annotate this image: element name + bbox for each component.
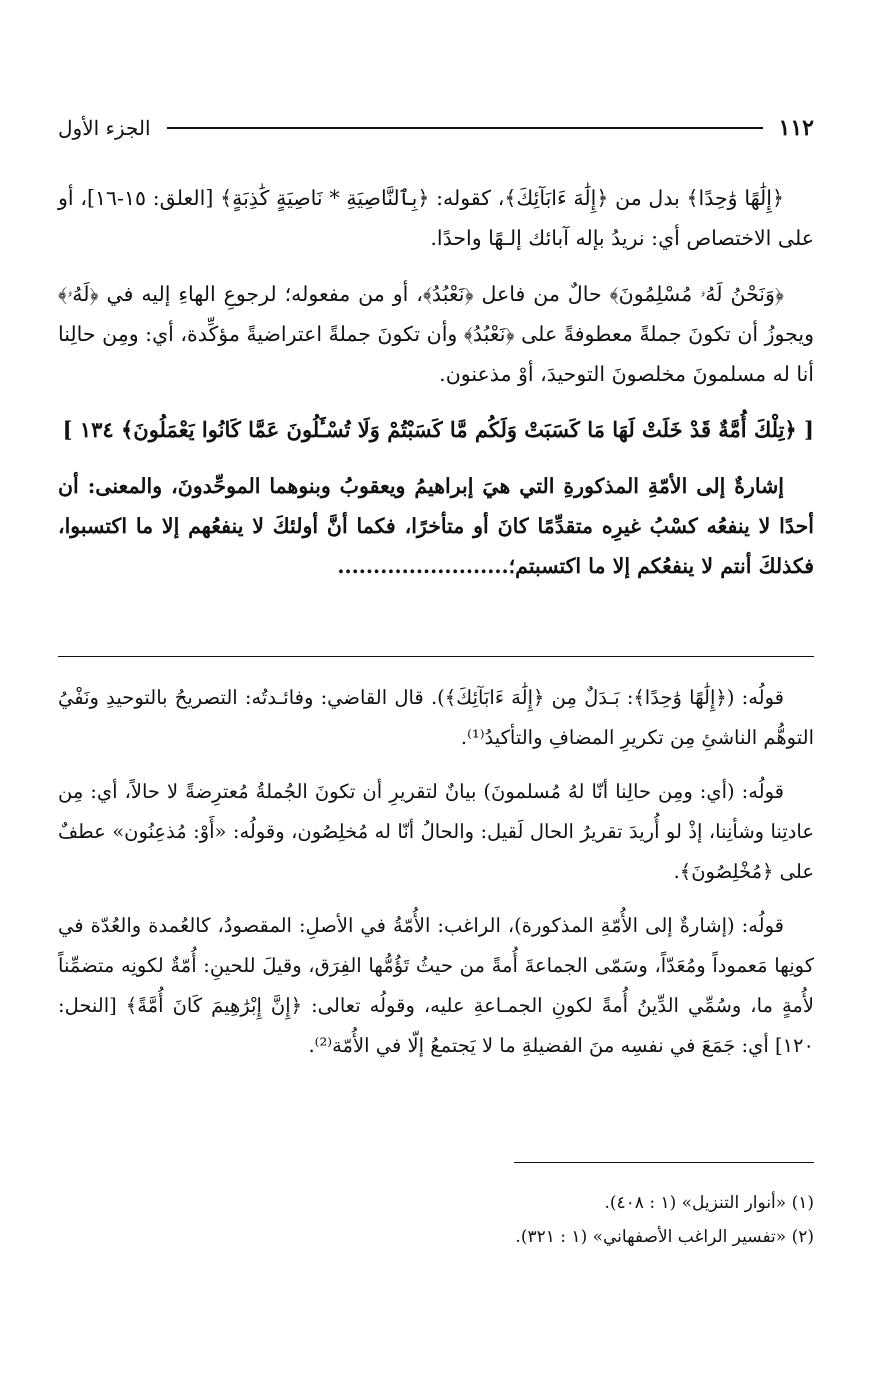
footnote-2: (٢) «تفسير الراغب الأصفهاني» (١ : ٣٢١). xyxy=(515,1227,814,1247)
commentary-text xyxy=(58,678,814,1080)
commentary-paragraph-3: قولُه: (إشارةٌ إلى الأُمّةِ المذكورة)، الراغب: الأُمّةُ في الأصلِ: المقصودُ، كالعُمدة والعُدّة في كونِها مَعموداً ومُعَدّاً، وسَمّى الجماعةَ أُمةً من حيثُ تَؤُمُّها الفِرَق، وقيلَ للحينِ: أُمّةٌ لكونِه متضمِّناً لأُمةٍ ما، وسُمِّي الدِّينُ أُمةً لكونِ الجمـاعةِ عليه، وقولُه تعالى: ﴿إِنَّ إِبْرَٰهِيمَ كَانَ أُمَّةً﴾ [النحل: ١٢٠] أي: جَمَعَ في نفسِه منَ الفضيلةِ ما لا يَجتمعُ إلّا في الأُمّة⁽²⁾. xyxy=(58,914,814,1057)
main-paragraph-1: ﴿إِلَٰهًا وَٰحِدًا﴾ بدل من ﴿إِلَٰهَ ءَابَآئِكَ﴾، كقوله: ﴿بِٱلنَّاصِيَةِ * نَاصِيَةٍ كَٰذِبَةٍ﴾ [العلق: ١٥-١٦]، أو على الاختصاص أي: نريدُ بإله آبائك إلـهًا واحدًا. xyxy=(58,186,814,250)
page-number: ١١٢ xyxy=(778,115,814,141)
main-text xyxy=(58,178,814,602)
commentary-paragraph-1: قولُه: (﴿إِلَٰهًا وَٰحِدًا﴾: بَـدَلٌ مِن ﴿إِلَٰهَ ءَابَآئِكَ﴾). قال القاضي: وفائـدتُه: التصريحُ بالتوحيدِ ونَفْيُ التوهُّم الناشئِ مِن تكريرِ المضافِ والتأكيدُ⁽¹⁾. xyxy=(58,686,814,749)
main-paragraph-3: إشارةٌ إلى الأمّةِ المذكورةِ التي هيَ إبراهيمُ ويعقوبُ وبنوهما الموحِّدونَ، والمعنى: أن أحدًا لا ينفعُه كسْبُ غيرِه متقدِّمًا كانَ أو متأخرًا، فكما أنَّ أولئكَ لا ينفعُهم إلا ما اكتسبوا، فكذلكَ أنتم لا ينفعُكم إلا ما اكتسبتم؛........................ xyxy=(58,474,814,578)
quran-verse: [ ﴿تِلْكَ أُمَّةٌ قَدْ خَلَتْ لَهَا مَا كَسَبَتْ وَلَكُم مَّا كَسَبْتُمْ وَلَا تُسْـَٔلُونَ عَمَّا كَانُوا يَعْمَلُونَ﴾ ١٣٤ ] xyxy=(62,417,814,442)
commentary-paragraph-2: قولُه: (أي: ومِن حالِنا أنّا لهُ مُسلمونَ) بيانٌ لتقريرِ أن تكونَ الجُملةُ مُعترِضةً لا حالاً، أي: مِن عادتِنا وشأنِنا، إذْ لو أُريدَ تقريرُ الحال لَقيل: والحالُ أنّا له مُخلِصُون، وقولُه: «أَوْ: مُذعِنُون» عطفٌ على ﴿مُخْلِصُونَ﴾. xyxy=(58,780,814,883)
main-paragraph-2: ﴿وَنَحْنُ لَهُۥ مُسْلِمُونَ﴾ حالٌ من فاعل ﴿نَعْبُدُ﴾، أو من مفعوله؛ لرجوعِ الهاءِ إليه في ﴿لَهُۥ﴾ ويجوزُ أن تكونَ جملةً معطوفةً على ﴿نَعْبُدُ﴾ وأن تكونَ جملةً اعتراضيةً مؤكِّدة، أي: ومِن حالِنا أنا له مسلمونَ مخلصونَ التوحيدَ، أوْ مذعنون. xyxy=(58,282,814,386)
header-rule xyxy=(167,127,763,129)
running-title: الجزء الأول xyxy=(58,116,151,140)
running-header xyxy=(58,112,814,144)
commentary-divider xyxy=(58,656,814,657)
footnotes xyxy=(58,1186,814,1254)
footnote-1: (١) «أنوار التنزيل» (١ : ٤٠٨). xyxy=(604,1193,814,1213)
book-page xyxy=(58,0,814,1393)
footnote-divider xyxy=(514,1162,814,1163)
